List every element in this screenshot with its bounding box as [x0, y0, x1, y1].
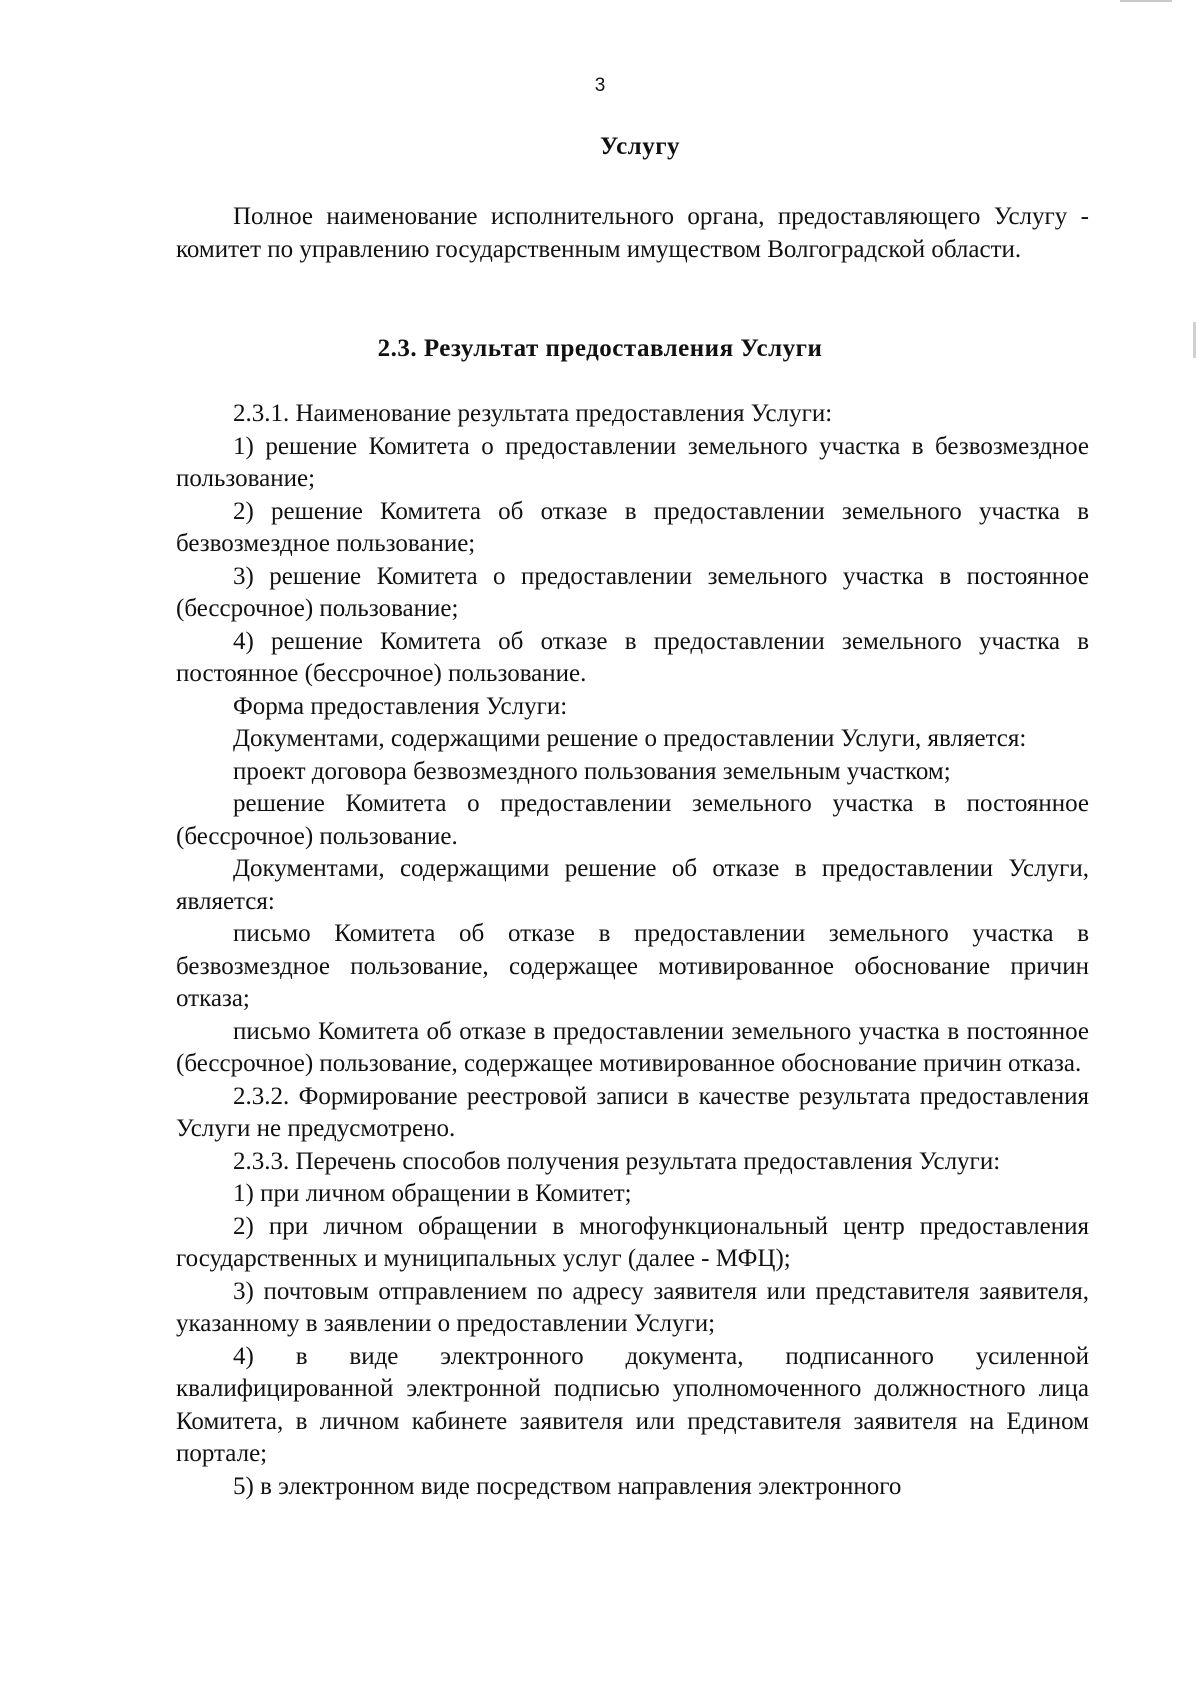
method-item-3: 3) почтовым отправлением по адресу заявителя или представителя заявителя, указанному в заявлении о предоставлении Услуги;: [176, 1277, 1089, 1337]
paragraph-2-3-2: 2.3.2. Формирование реестровой записи в качестве результата предоставления Услуги не предусмотрено.: [176, 1082, 1089, 1142]
section-body: [176, 398, 1089, 1503]
method-item-1: 1) при личном обращении в Комитет;: [233, 1180, 632, 1207]
paragraph-docs-grant: Документами, содержащими решение о предоставлении Услуги, является:: [233, 725, 1027, 752]
method-item-2: 2) при личном обращении в многофункциональный центр предоставления государственных и муниципальных услуг (далее - МФЦ);: [176, 1212, 1089, 1272]
section-title: 2.3. Результат предоставления Услуги: [377, 335, 823, 362]
intro-block: [176, 201, 1089, 266]
paragraph-contract-draft: проект договора безвозмездного пользования земельным участком;: [233, 757, 951, 785]
list-item-4: 4) решение Комитета об отказе в предоставлении земельного участка в постоянное (бессрочное) пользование.: [176, 627, 1089, 687]
list-item-2: 2) решение Комитета об отказе в предоставлении земельного участка в безвозмездное пользование;: [176, 497, 1089, 557]
intro-paragraph: Полное наименование исполнительного органа, предоставляющего Услугу - комитет по управлению государственным имуществом Волгоградской области.: [176, 203, 1089, 263]
method-item-4: 4) в виде электронного документа, подписанного усиленной квалифицированной электронной подписью уполномоченного должностного лица Комитета, в личном кабинете заявителя или представителя заявителя на Едином портале;: [176, 1342, 1089, 1467]
paragraph-decision-permanent: решение Комитета о предоставлении земельного участка в постоянное (бессрочное) пользование.: [176, 790, 1089, 850]
page-number: 3: [594, 75, 606, 96]
scan-corner-mark: [1120, 0, 1172, 2]
paragraph-letter-free: письмо Комитета об отказе в предоставлении земельного участка в безвозмездное пользование, содержащее мотивированное обоснование причин отказа;: [176, 920, 1089, 1012]
paragraph-2-3-1: 2.3.1. Наименование результата предоставления Услуги:: [233, 400, 833, 427]
paragraph-letter-permanent: письмо Комитета об отказе в предоставлении земельного участка в постоянное (бессрочное) пользование, содержащее мотивированное обоснование причин отказа.: [176, 1017, 1089, 1077]
continued-heading: Услугу: [599, 133, 681, 160]
list-item-1: 1) решение Комитета о предоставлении земельного участка в безвозмездное пользование;: [176, 432, 1089, 492]
method-item-5: 5) в электронном виде посредством направления электронного: [233, 1472, 902, 1500]
list-item-3: 3) решение Комитета о предоставлении земельного участка в постоянное (бессрочное) пользование;: [176, 562, 1089, 622]
paragraph-docs-refusal: Документами, содержащими решение об отказе в предоставлении Услуги, является:: [176, 855, 1089, 915]
paragraph-form: Форма предоставления Услуги:: [233, 692, 568, 720]
paragraph-2-3-3: 2.3.3. Перечень способов получения результата предоставления Услуги:: [233, 1147, 1001, 1175]
